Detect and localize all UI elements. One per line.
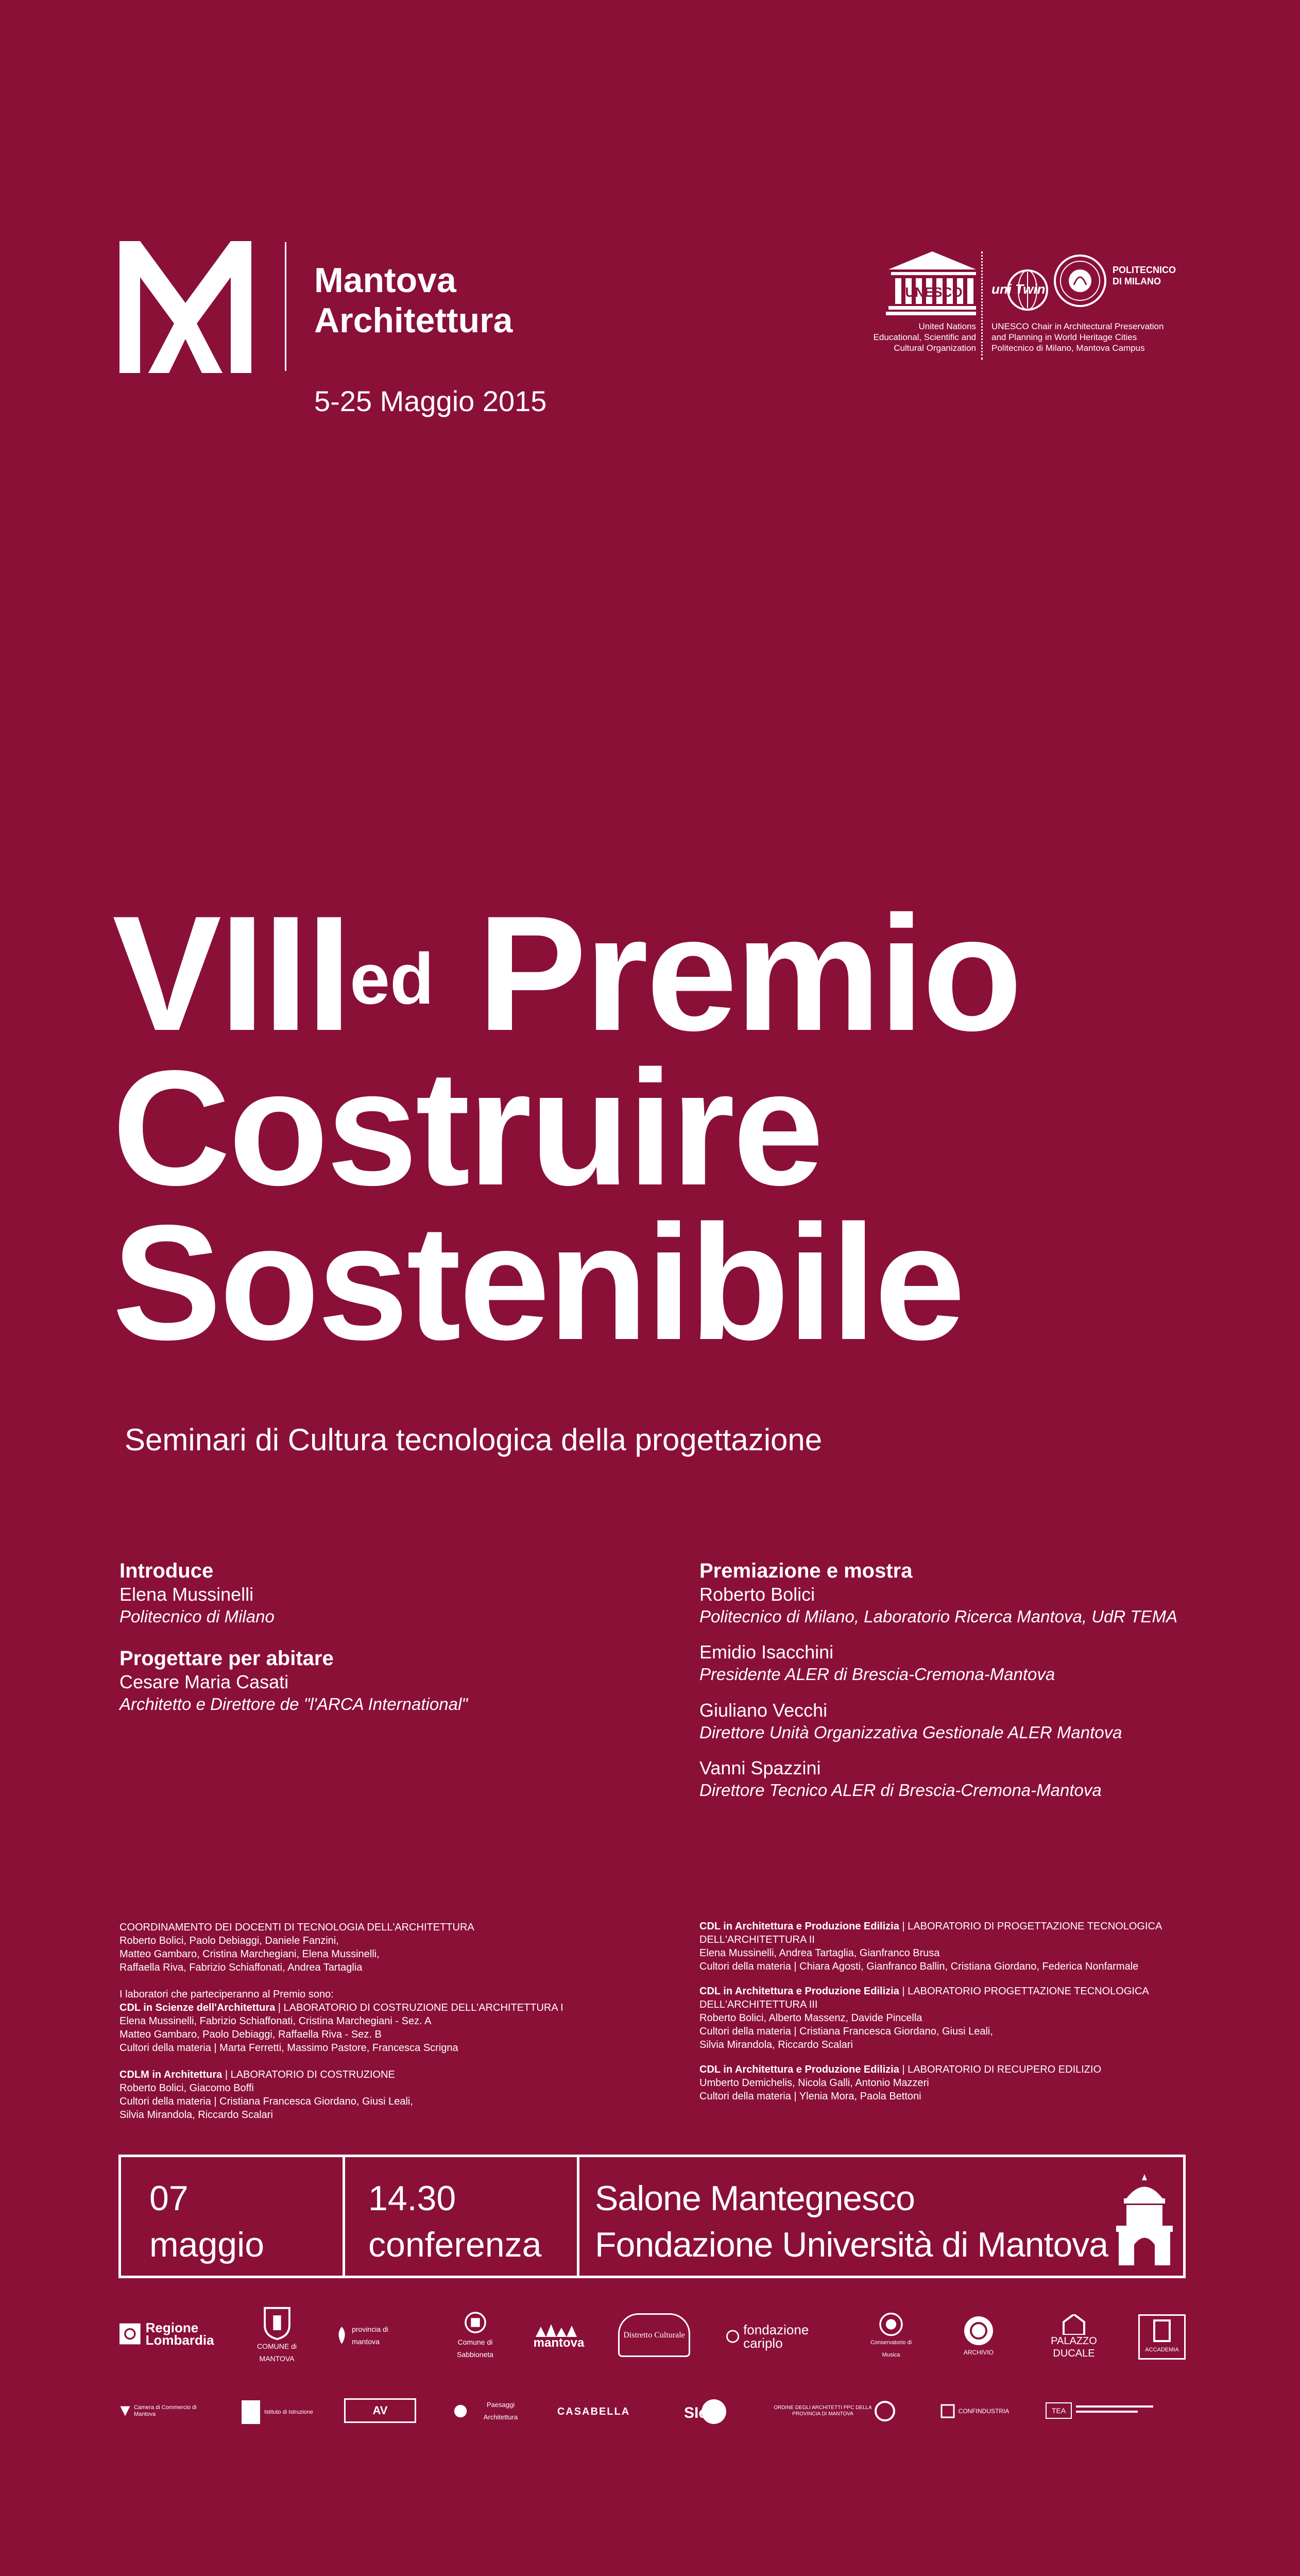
sponsor-name: TEA <box>1046 2402 1072 2419</box>
credits-line: Elena Mussinelli, Fabrizio Schiaffonati, Cristina Marchegiani - Sez. A <box>119 2015 432 2027</box>
venue-line-2: Fondazione Università di Mantova <box>595 2225 1108 2264</box>
credits-course-header <box>699 1920 1162 1933</box>
chair-caption-line: UNESCO Chair in Architectural Preservation <box>991 321 1164 331</box>
sponsor-name: Conservatorio di Musica <box>870 2340 912 2358</box>
archivio-seal-icon <box>963 2315 994 2346</box>
sponsor-name: CONFINDUSTRIA <box>958 2408 1010 2415</box>
sponsor-conservatorio <box>865 2312 917 2361</box>
info-divider <box>577 2157 579 2276</box>
sponsor-name: Paesaggi Architettura <box>483 2401 518 2421</box>
credits-course-header <box>699 2063 1162 2076</box>
speaker-name: Vanni Spazzini <box>699 1757 821 1778</box>
credits-coord-title: COORDINAMENTO DEI DOCENTI DI TECNOLOGIA DELL'ARCHITETTURA <box>119 1922 474 1933</box>
credits-course-header <box>699 1985 1162 1998</box>
course-lab: | LABORATORIO PROGETTAZIONE TECNOLOGICA <box>899 1986 1149 1997</box>
unesco-caption-line: United Nations <box>918 321 976 331</box>
speaker-heading: Premiazione e mostra <box>699 1560 913 1582</box>
coat-of-arms-icon <box>262 2306 293 2340</box>
sponsor-archivio <box>953 2312 1004 2361</box>
title-numeral: VIII <box>112 882 350 1065</box>
speaker-introduce <box>119 1558 275 1628</box>
sponsor-tea <box>1046 2401 1186 2420</box>
sponsor-confindustria <box>933 2401 1016 2421</box>
sponsor-distretto-culturale <box>618 2313 690 2357</box>
sponsor-palazzo-ducale <box>1030 2312 1118 2361</box>
rose-camuna-icon <box>119 2318 141 2349</box>
speaker-name: Giuliano Vecchi <box>699 1700 828 1721</box>
credits-course-header <box>119 2068 563 2081</box>
unesco-partner-block <box>865 251 1185 360</box>
course-name: CDLM in Architettura <box>119 2069 223 2080</box>
event-day: 07 <box>149 2179 189 2218</box>
credits-line: Roberto Bolici, Giacomo Boffi <box>119 2082 254 2094</box>
unesco-logo-text: UNESCO <box>905 284 963 300</box>
conservatorio-seal-icon <box>877 2312 905 2336</box>
event-type: conferenza <box>368 2225 542 2264</box>
sponsor-casabella <box>559 2402 628 2421</box>
sponsor-mantova-city <box>531 2316 587 2354</box>
palace-building-icon <box>1111 2170 1178 2268</box>
speaker-heading: Introduce <box>119 1560 214 1582</box>
speaker-role: Direttore Tecnico ALER di Brescia-Cremona-Mantova <box>699 1781 1102 1800</box>
event-date <box>149 2175 264 2268</box>
info-divider <box>343 2157 345 2276</box>
speaker-role: Architetto e Direttore de "l'ARCA International" <box>119 1694 468 1714</box>
sponsor-name: ORDINE DEGLI ARCHITETTI PPC DELLA PROVINCIA DI MANTOVA <box>774 2405 872 2417</box>
credits-line: DELL'ARCHITETTURA III <box>699 1999 818 2010</box>
politecnico-seal-icon <box>1053 254 1107 308</box>
speaker-role: Direttore Unità Organizzativa Gestionale ALER Mantova <box>699 1723 1122 1742</box>
venue-line-1: Salone Mantegnesco <box>595 2179 915 2218</box>
event-subtitle: Seminari di Cultura tecnologica della progettazione <box>125 1422 823 1457</box>
event-venue <box>595 2175 1108 2268</box>
speaker-premiazione <box>699 1558 1177 1628</box>
sponsor-av <box>344 2398 416 2423</box>
speaker-name: Emidio Isacchini <box>699 1641 834 1663</box>
accademia-crest-icon <box>1147 2318 1177 2344</box>
sponsor-name: provincia di mantova <box>352 2325 388 2346</box>
credits-intro: I laboratori che parteciperanno al Premio sono: <box>119 1989 334 2000</box>
credits-right <box>699 1920 1162 2103</box>
credits-line: Matteo Gambaro, Cristina Marchegiani, Elena Mussinelli, <box>119 1948 380 1960</box>
event-info-box <box>118 2155 1186 2278</box>
title-line-2: Costruire <box>112 1037 822 1219</box>
unesco-chair-caption <box>991 321 1187 353</box>
course-name: CDL in Scienze dell'Architettura <box>119 2002 276 2013</box>
tea-partner-lines-icon <box>1076 2403 1153 2418</box>
logo-divider <box>285 242 286 371</box>
title-premio: Premio <box>434 882 1020 1065</box>
speaker-spazzini <box>699 1757 1102 1801</box>
ordine-seal-icon <box>875 2401 895 2421</box>
unitwin-logo-text: uni Twin <box>991 281 1046 297</box>
sponsor-camera-commercio <box>119 2397 197 2425</box>
festival-dates: 5-25 Maggio 2015 <box>314 385 547 417</box>
credits-line: Roberto Bolici, Paolo Debiaggi, Daniele Fanzini, <box>119 1935 339 1946</box>
speaker-heading: Progettare per abitare <box>119 1647 334 1670</box>
cariplo-icon <box>726 2327 739 2346</box>
speaker-name: Roberto Bolici <box>699 1584 815 1605</box>
sponsor-name: fondazione cariplo <box>743 2322 809 2351</box>
credits-line: Cultori della materia | Cristiana Francesca Giordano, Giusi Leali, <box>699 2026 993 2037</box>
camera-commercio-icon <box>119 2403 131 2419</box>
course-lab: | LABORATORIO DI COSTRUZIONE DELL'ARCHITETTURA I <box>275 2002 563 2013</box>
credits-line: Raffaella Riva, Fabrizio Schiaffonati, Andrea Tartaglia <box>119 1962 363 1973</box>
event-hour: 14.30 <box>368 2179 456 2218</box>
credits-line: Cultori della materia | Chiara Agosti, Gianfranco Ballin, Cristiana Giordano, Federica Nonfarmale <box>699 1961 1139 1972</box>
sponsor-name: Regione Lombardia <box>145 2320 214 2348</box>
unesco-caption-line: Educational, Scientific and <box>873 332 976 342</box>
sponsor-fondazione-cariplo <box>726 2318 819 2354</box>
credits-line: Cultori della materia | Marta Ferretti, Massimo Pastore, Francesca Scrigna <box>119 2042 458 2054</box>
sponsor-name: CASABELLA <box>557 2406 630 2417</box>
credits-line: DELL'ARCHITETTURA II <box>699 1934 815 1945</box>
sponsor-name: ARCHIVIO <box>963 2348 994 2356</box>
speaker-role: Presidente ALER di Brescia-Cremona-Mantova <box>699 1665 1055 1684</box>
sponsor-provincia <box>335 2312 397 2359</box>
course-lab: | LABORATORIO DI PROGETTAZIONE TECNOLOGICA <box>899 1921 1162 1932</box>
chair-caption-line: and Planning in World Heritage Cities <box>991 332 1137 342</box>
speaker-name: Elena Mussinelli <box>119 1584 254 1605</box>
sponsor-ordine-architetti <box>767 2398 899 2424</box>
credits-line: Umberto Demichelis, Nicola Galli, Antonio Mazzeri <box>699 2077 929 2089</box>
sponsor-paesaggi <box>453 2401 531 2421</box>
credits-course-header <box>119 2001 563 2014</box>
sponsor-comune-mantova <box>255 2306 299 2365</box>
credits-line: Cultori della materia | Ylenia Mora, Paola Bettoni <box>699 2091 921 2102</box>
title-ordinal-suffix: ed <box>350 938 434 1019</box>
sponsor-name: mantova <box>533 2335 585 2350</box>
sponsor-regione-lombardia <box>119 2316 230 2352</box>
course-name: CDL in Architettura e Produzione Edilizia <box>699 1986 899 1997</box>
unesco-caption <box>865 321 976 353</box>
credits-line: Matteo Gambaro, Paolo Debiaggi, Raffaella Riva - Sez. B <box>119 2029 382 2040</box>
course-lab: | LABORATORIO DI RECUPERO EDILIZIO <box>899 2064 1102 2075</box>
unitwin-logo-icon <box>989 262 1048 313</box>
politecnico-name-line: DI MILANO <box>1113 276 1161 286</box>
credits-line: Cultori della materia | Cristiana Francesca Giordano, Giusi Leali, <box>119 2096 413 2107</box>
event-time <box>368 2175 541 2268</box>
mantova-architettura-logo-icon <box>119 241 251 373</box>
siec-logo-text: SIeC <box>683 2404 719 2421</box>
unesco-caption-line: Cultural Organization <box>894 343 976 353</box>
sponsor-name: AV <box>372 2404 388 2417</box>
siec-logo-icon <box>684 2397 728 2426</box>
palazzo-ducale-icon <box>1058 2314 1089 2335</box>
brand-line-2: Architettura <box>314 301 513 340</box>
confindustria-icon <box>940 2403 955 2419</box>
credits-line: Silvia Mirandola, Riccardo Scalari <box>119 2109 273 2121</box>
speaker-vecchi <box>699 1699 1122 1743</box>
sabbioneta-crest-icon <box>463 2309 488 2336</box>
speaker-role: Politecnico di Milano <box>119 1607 275 1626</box>
sponsor-name: Comune di Sabbioneta <box>457 2338 493 2359</box>
paesaggi-icon <box>453 2403 468 2419</box>
speaker-role: Politecnico di Milano, Laboratorio Ricerca Mantova, UdR TEMA <box>699 1607 1178 1626</box>
credits-line: Roberto Bolici, Alberto Massenz, Davide Pincella <box>699 2012 922 2024</box>
brand-name <box>314 260 512 341</box>
sponsor-sabbioneta <box>440 2309 510 2361</box>
provincia-leaf-icon <box>335 2320 349 2351</box>
sponsor-name: ACCADEMIA <box>1145 2347 1179 2353</box>
course-name: CDL in Architettura e Produzione Edilizia <box>699 2064 899 2075</box>
sponsor-name: COMUNE di MANTOVA <box>256 2342 297 2363</box>
sponsor-name: Istituto di Istruzione <box>264 2409 313 2415</box>
credits-line: Silvia Mirandola, Riccardo Scalari <box>699 2039 853 2050</box>
speaker-isacchini <box>699 1641 1055 1685</box>
sponsor-name: Distretto Culturale <box>623 2330 685 2340</box>
unesco-divider <box>981 251 983 360</box>
istituto-crest-icon <box>241 2399 261 2425</box>
course-name: CDL in Architettura e Produzione Edilizia <box>699 1921 899 1932</box>
sponsor-accademia <box>1138 2314 1186 2360</box>
politecnico-name-line: POLITECNICO <box>1113 265 1176 275</box>
course-lab: | LABORATORIO DI COSTRUZIONE <box>222 2069 395 2080</box>
speaker-name: Cesare Maria Casati <box>119 1671 289 1692</box>
mantova-skyline-icon <box>536 2321 582 2337</box>
unesco-temple-icon <box>865 251 976 316</box>
title-line-1 <box>112 882 1020 1065</box>
event-title <box>112 882 1020 1374</box>
event-month: maggio <box>149 2225 265 2264</box>
politecnico-name <box>1113 264 1176 287</box>
speaker-progettare <box>119 1646 468 1715</box>
brand-line-1: Mantova <box>314 261 456 300</box>
title-line-3: Sostenibile <box>112 1191 964 1374</box>
chair-caption-line: Politecnico di Milano, Mantova Campus <box>991 343 1145 353</box>
credits-line: Elena Mussinelli, Andrea Tartaglia, Gianfranco Brusa <box>699 1947 940 1959</box>
sponsor-siec <box>682 2396 729 2427</box>
sponsor-istituto <box>240 2397 314 2428</box>
sponsor-name: PALAZZO DUCALE <box>1051 2335 1097 2359</box>
credits-left <box>119 1921 563 2122</box>
sponsor-name: Camera di Commercio di Mantova <box>133 2404 197 2417</box>
